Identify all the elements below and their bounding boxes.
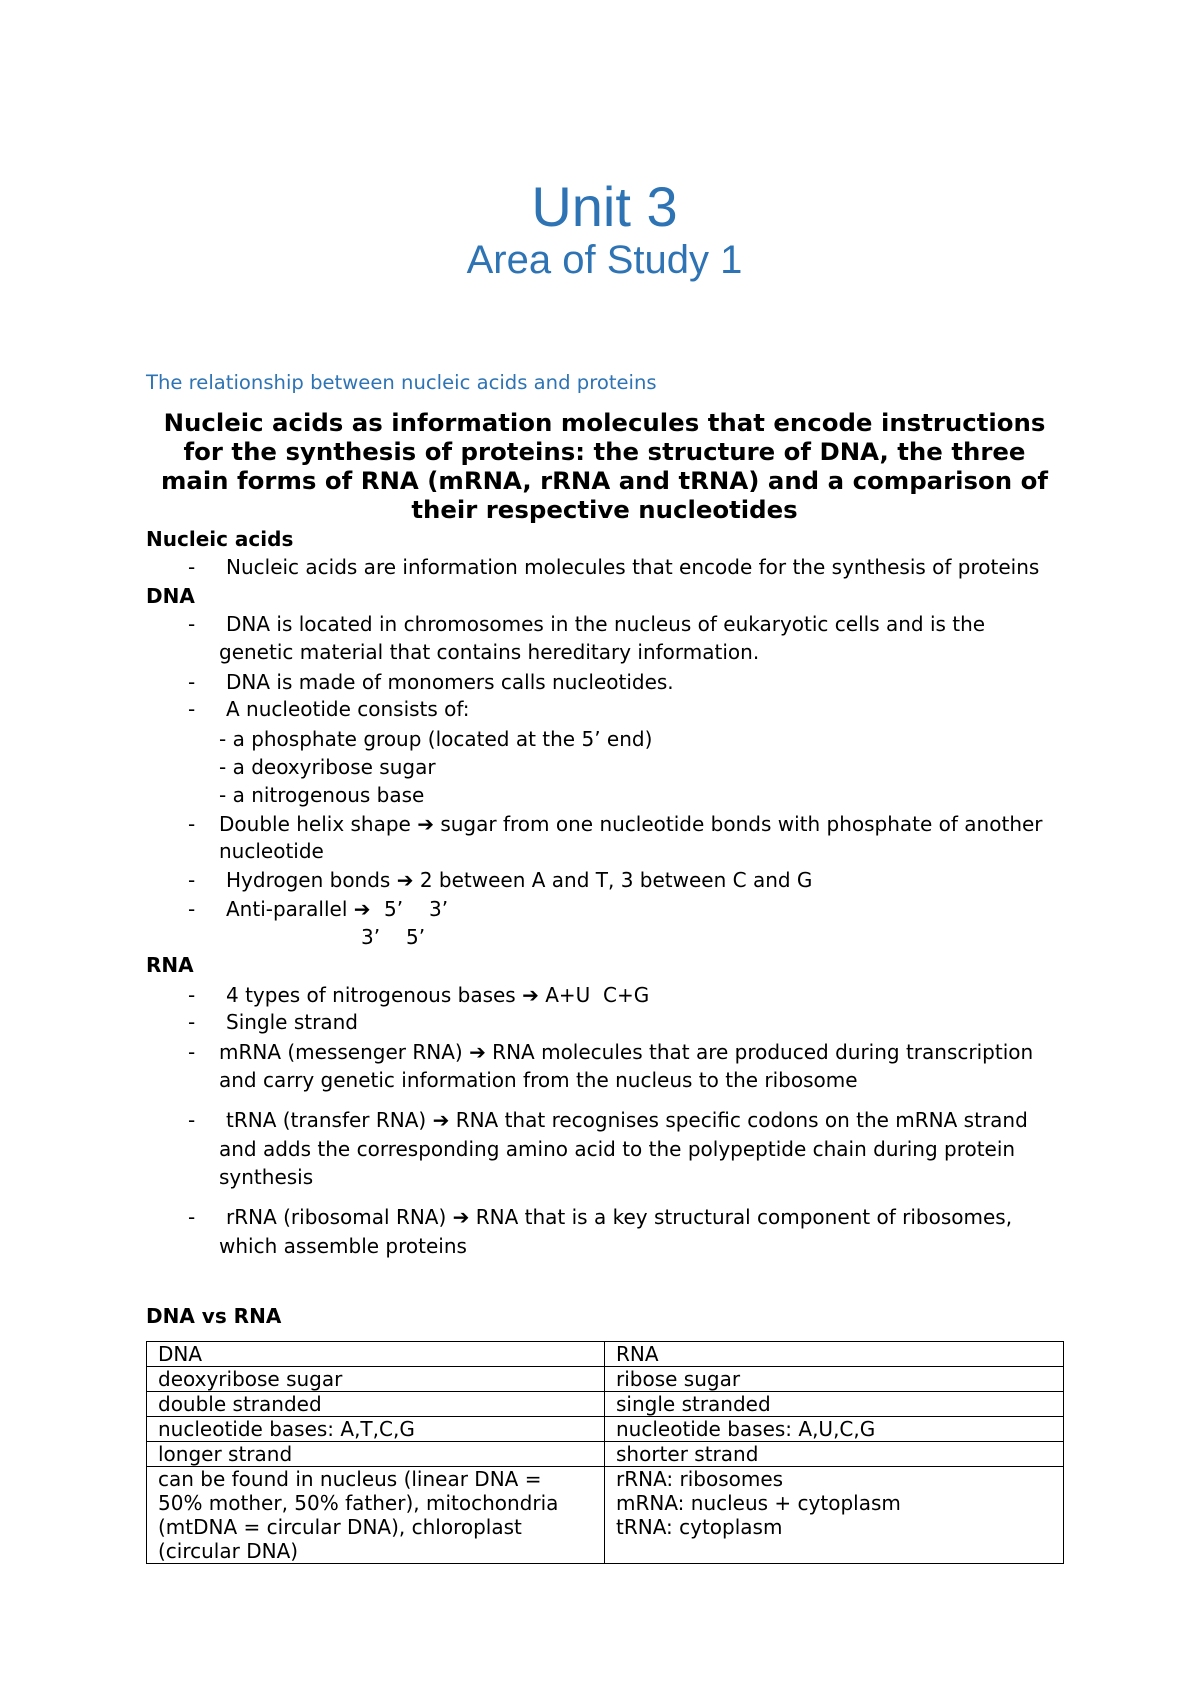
bullet-text-continuation: which assemble proteins: [219, 1234, 467, 1258]
cell-line: mRNA: nucleus + cytoplasm: [616, 1491, 901, 1515]
bullet-marker: -: [188, 897, 196, 921]
bullet-text-continuation: genetic material that contains hereditary information.: [219, 640, 760, 664]
bullet-marker: -: [188, 555, 196, 579]
bullet-marker: -: [188, 983, 196, 1007]
page-title: Unit 3: [531, 175, 678, 238]
column-header-rna: RNA: [605, 1342, 1064, 1367]
table-cell: nucleotide bases: A,T,C,G: [147, 1417, 605, 1442]
cell-line: (mtDNA = circular DNA), chloroplast: [158, 1515, 522, 1539]
bullet-text: DNA is made of monomers calls nucleotides.: [226, 670, 674, 694]
bullet-text-continuation: and carry genetic information from the nucleus to the ribosome: [219, 1068, 858, 1092]
bullet-marker: -: [188, 1040, 196, 1064]
cell-line: tRNA: cytoplasm: [616, 1515, 783, 1539]
bullet-marker: -: [188, 868, 196, 892]
bullet-text: Nucleic acids are information molecules that encode for the synthesis of proteins: [226, 555, 1040, 579]
table-row-location: [147, 1467, 1064, 1564]
table-cell-rna-location: [605, 1467, 1064, 1564]
bullet-text: Single strand: [226, 1010, 358, 1034]
strand-2-end: 5’: [406, 925, 426, 949]
bullet-text-continuation: nucleotide: [219, 839, 324, 863]
page-subtitle: Area of Study 1: [466, 238, 743, 282]
table-row: [147, 1392, 1064, 1417]
cell-line: can be found in nucleus (linear DNA =: [158, 1467, 542, 1491]
bullet-marker: -: [188, 670, 196, 694]
strand-1-start: 5’: [384, 897, 404, 921]
bullet-text: rRNA (ribosomal RNA) ➔ RNA that is a key structural component of ribosomes,: [226, 1205, 1013, 1229]
bullet-text-continuation: and adds the corresponding amino acid to the polypeptide chain during protein: [219, 1137, 1016, 1161]
bullet-text: 4 types of nitrogenous bases ➔ A+U C+G: [226, 983, 650, 1007]
bullet-marker: -: [188, 1010, 196, 1034]
sub-item-text: - a phosphate group (located at the 5’ end): [219, 727, 653, 751]
section-heading-comparison: DNA vs RNA: [146, 1304, 282, 1328]
table-cell: double stranded: [147, 1392, 605, 1417]
section-heading-dna: DNA: [146, 584, 195, 608]
column-header-dna: DNA: [147, 1342, 605, 1367]
bullet-text: Double helix shape ➔ sugar from one nucleotide bonds with phosphate of another: [219, 812, 1043, 836]
cell-line: rRNA: ribosomes: [616, 1467, 784, 1491]
topic-heading: The relationship between nucleic acids and proteins: [146, 371, 657, 394]
bullet-text: DNA is located in chromosomes in the nucleus of eukaryotic cells and is the: [226, 612, 986, 636]
table-header-row: [147, 1342, 1064, 1367]
bullet-marker: -: [188, 697, 196, 721]
table-cell: deoxyribose sugar: [147, 1367, 605, 1392]
table-cell: longer strand: [147, 1442, 605, 1467]
table-row: [147, 1417, 1064, 1442]
bullet-text: tRNA (transfer RNA) ➔ RNA that recognises specific codons on the mRNA strand: [226, 1108, 1028, 1132]
key-knowledge-line: for the synthesis of proteins: the structure of DNA, the three: [183, 437, 1026, 466]
cell-line: 50% mother, 50% father), mitochondria: [158, 1491, 559, 1515]
bullet-text-continuation: synthesis: [219, 1165, 314, 1189]
bullet-text: A nucleotide consists of:: [226, 697, 470, 721]
cell-line: (circular DNA): [158, 1539, 299, 1563]
sub-item-text: - a deoxyribose sugar: [219, 755, 436, 779]
key-knowledge-line: their respective nucleotides: [411, 495, 798, 524]
bullet-text: mRNA (messenger RNA) ➔ RNA molecules that are produced during transcription: [219, 1040, 1034, 1064]
strand-1-end: 3’: [429, 897, 449, 921]
table-cell: shorter strand: [605, 1442, 1064, 1467]
sub-item-text: - a nitrogenous base: [219, 783, 425, 807]
comparison-table: [146, 1341, 1064, 1564]
key-knowledge-line: main forms of RNA (mRNA, rRNA and tRNA) and a comparison of: [160, 466, 1049, 495]
bullet-marker: -: [188, 612, 196, 636]
bullet-marker: -: [188, 1205, 196, 1229]
key-knowledge-line: Nucleic acids as information molecules that encode instructions: [163, 408, 1046, 437]
table-cell: ribose sugar: [605, 1367, 1064, 1392]
table-cell: nucleotide bases: A,U,C,G: [605, 1417, 1064, 1442]
strand-2-start: 3’: [361, 925, 381, 949]
section-heading-nucleic-acids: Nucleic acids: [146, 527, 294, 551]
antiparallel-label: Anti-parallel ➔: [226, 897, 371, 921]
bullet-marker: -: [188, 1108, 196, 1132]
key-knowledge-heading: [146, 408, 1063, 524]
table-cell-dna-location: [147, 1467, 605, 1564]
table-row: [147, 1367, 1064, 1392]
table-row: [147, 1442, 1064, 1467]
bullet-marker: -: [188, 812, 196, 836]
table-cell: single stranded: [605, 1392, 1064, 1417]
section-heading-rna: RNA: [146, 953, 194, 977]
bullet-text: Hydrogen bonds ➔ 2 between A and T, 3 between C and G: [226, 868, 813, 892]
